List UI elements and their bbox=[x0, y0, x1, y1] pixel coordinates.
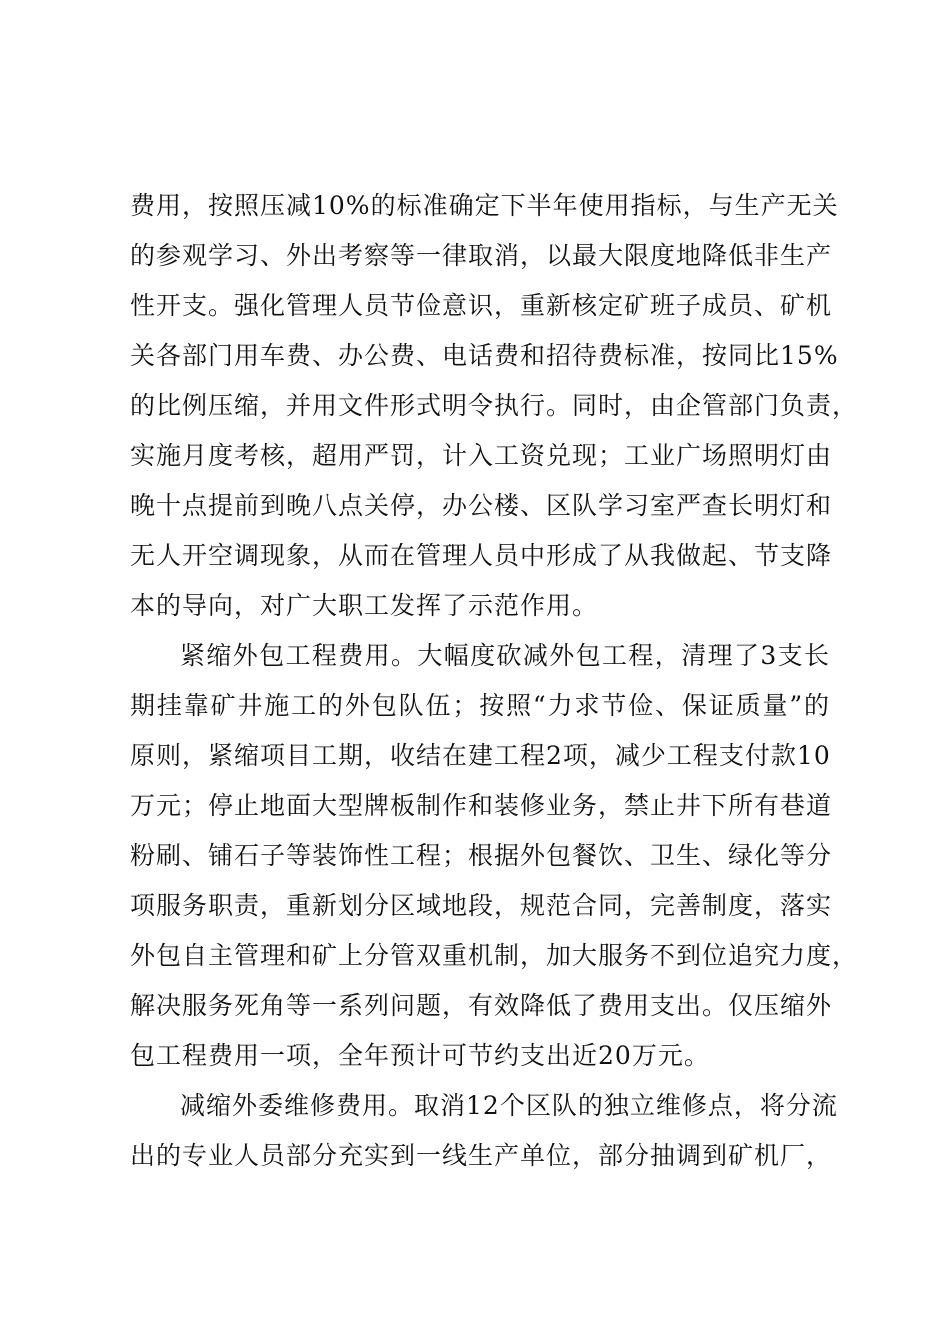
text-line: 外包自主管理和矿上分管双重机制，加大服务不到位追究力度， bbox=[130, 941, 859, 970]
text-line: 包工程费用一项，全年预计可节约支出近20万元。 bbox=[130, 1041, 710, 1070]
text-line: 费用，按照压减10%的标准确定下半年使用指标，与生产无关 bbox=[130, 191, 839, 220]
text-line: 项服务职责，重新划分区域地段，规范合同，完善制度，落实 bbox=[130, 891, 833, 920]
text-line: 无人开空调现象，从而在管理人员中形成了从我做起、节支降 bbox=[130, 541, 833, 570]
text-line: 性开支。强化管理人员节俭意识，重新核定矿班子成员、矿机 bbox=[130, 291, 833, 320]
text-line: 原则，紧缩项目工期，收结在建工程2项，减少工程支付款10 bbox=[130, 741, 831, 770]
text-line: 实施月度考核，超用严罚，计入工资兑现；工业广场照明灯由 bbox=[130, 441, 833, 470]
paragraph-start-line: 减缩外委维修费用。取消12个区队的独立维修点，将分流 bbox=[180, 1091, 838, 1120]
text-line: 万元；停止地面大型牌板制作和装修业务，禁止井下所有巷道 bbox=[130, 791, 833, 820]
text-line: 本的导向，对广大职工发挥了示范作用。 bbox=[130, 591, 599, 620]
text-line: 出的专业人员部分充实到一线生产单位，部分抽调到矿机厂， bbox=[130, 1141, 833, 1170]
text-line: 期挂靠矿井施工的外包队伍；按照“力求节俭、保证质量”的 bbox=[130, 691, 830, 720]
text-line: 解决服务死角等一系列问题，有效降低了费用支出。仅压缩外 bbox=[130, 991, 833, 1020]
text-line: 关各部门用车费、办公费、电话费和招待费标准，按同比15% bbox=[130, 341, 839, 370]
body-text bbox=[130, 181, 859, 1181]
text-line: 的参观学习、外出考察等一律取消，以最大限度地降低非生产 bbox=[130, 241, 833, 270]
text-line: 粉刷、铺石子等装饰性工程；根据外包餐饮、卫生、绿化等分 bbox=[130, 841, 833, 870]
text-line: 的比例压缩，并用文件形式明令执行。同时，由企管部门负责， bbox=[130, 391, 859, 420]
text-line: 晚十点提前到晚八点关停，办公楼、区队学习室严查长明灯和 bbox=[130, 491, 833, 520]
paragraph-start-line: 紧缩外包工程费用。大幅度砍减外包工程，清理了3支长 bbox=[180, 641, 830, 670]
